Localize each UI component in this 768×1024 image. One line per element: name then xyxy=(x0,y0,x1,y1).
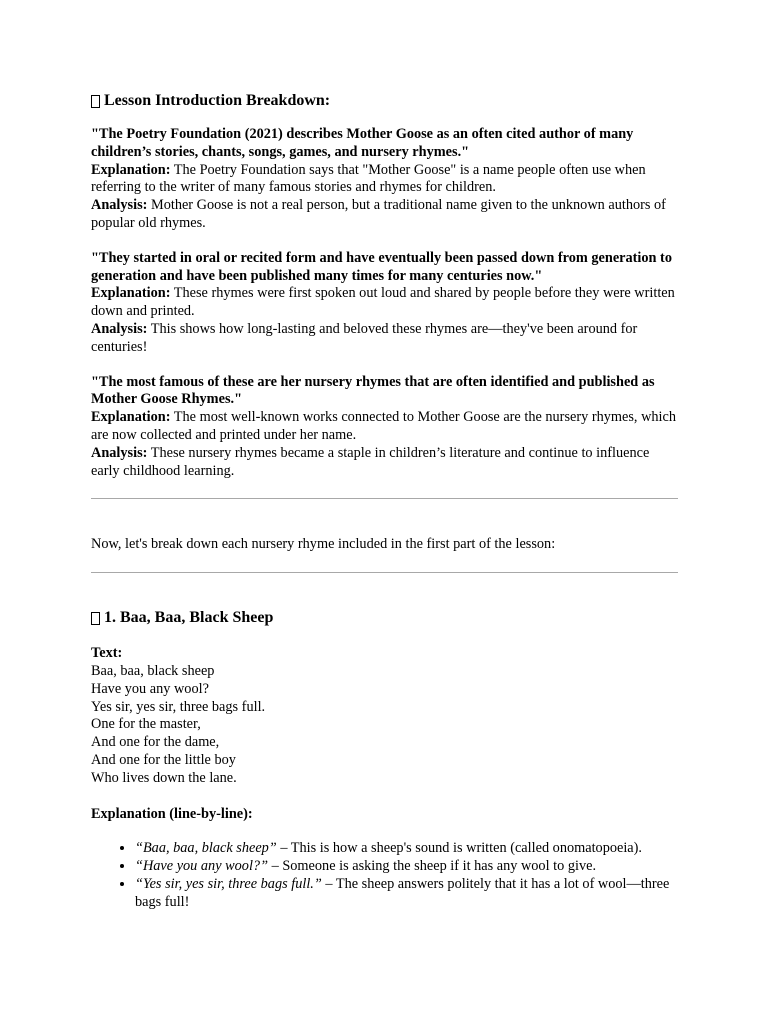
explanation-list xyxy=(91,840,678,911)
explanation-2 xyxy=(91,285,678,321)
explanation-text: The most well-known works connected to Mother Goose are the nursery rhymes, which are now collected and printed under her name. xyxy=(91,409,677,443)
explanation-1 xyxy=(91,162,678,198)
list-item xyxy=(135,858,678,876)
list-item xyxy=(135,876,678,912)
transition-text: Now, let's break down each nursery rhyme included in the first part of the lesson: xyxy=(91,536,556,553)
explanation-text: The Poetry Foundation says that "Mother Goose" is a name people often use when referring to the writer of many famous stories and rhymes for children. xyxy=(91,161,646,196)
bullet-quote: “Yes sir, yes sir, three bags full.” xyxy=(135,875,322,892)
rhyme1-text xyxy=(91,645,678,787)
intro-heading xyxy=(91,90,678,112)
unrendered-glyph-icon xyxy=(91,612,100,625)
poem-line: Baa, baa, black sheep xyxy=(91,662,215,679)
bullet-text: – The sheep answers politely that it has a lot of wool—three bags full! xyxy=(135,875,670,910)
intro-quote-2: "They started in oral or recited form and have eventually been passed down from generation to generation and have been published many times for many centuries now." xyxy=(91,249,672,284)
intro-block-3 xyxy=(91,374,678,481)
explanation-heading: Explanation (line-by-line): xyxy=(91,805,253,822)
bullet-text: – This is how a sheep's sound is written (called onomatopoeia). xyxy=(276,840,642,857)
intro-block-2 xyxy=(91,250,678,357)
explanation-label: Explanation: xyxy=(91,285,171,302)
analysis-text: These nursery rhymes became a staple in children’s literature and continue to influence early childhood learning. xyxy=(91,444,650,479)
divider-1 xyxy=(91,498,678,499)
analysis-label: Analysis: xyxy=(91,444,148,461)
list-item xyxy=(135,840,678,858)
explanation-3 xyxy=(91,409,678,445)
explanation-label: Explanation: xyxy=(91,161,171,178)
rhyme1-heading-text: 1. Baa, Baa, Black Sheep xyxy=(104,609,274,627)
intro-heading-text: Lesson Introduction Breakdown: xyxy=(104,92,331,109)
analysis-2 xyxy=(91,321,678,357)
poem-line: Who lives down the lane. xyxy=(91,769,237,786)
analysis-label: Analysis: xyxy=(91,320,148,337)
analysis-3 xyxy=(91,445,678,481)
poem-line: And one for the little boy xyxy=(91,751,236,768)
poem-line: Have you any wool? xyxy=(91,680,209,697)
poem-line: One for the master, xyxy=(91,716,201,733)
analysis-label: Analysis: xyxy=(91,197,148,214)
explanation-text: These rhymes were first spoken out loud and shared by people before they were written down and printed. xyxy=(91,285,675,320)
bullet-quote: “Have you any wool?” xyxy=(135,858,269,875)
analysis-1 xyxy=(91,197,678,233)
poem-line: Yes sir, yes sir, three bags full. xyxy=(91,698,266,715)
poem-line: And one for the dame, xyxy=(91,734,220,751)
intro-quote-3: "The most famous of these are her nursery rhymes that are often identified and published as Mother Goose Rhymes." xyxy=(91,373,655,408)
bullet-quote: “Baa, baa, black sheep” xyxy=(135,840,277,857)
divider-2 xyxy=(91,572,678,573)
analysis-text: Mother Goose is not a real person, but a traditional name given to the unknown authors of popular old rhymes. xyxy=(91,197,666,231)
analysis-text: This shows how long-lasting and beloved these rhymes are—they've been around for centuries! xyxy=(91,320,638,355)
rhyme1-heading xyxy=(91,607,678,629)
text-label: Text: xyxy=(91,645,123,662)
intro-quote-1: "The Poetry Foundation (2021) describes Mother Goose as an often cited author of many children’s stories, chants, songs, games, and nursery rhymes." xyxy=(91,126,634,160)
intro-block-1 xyxy=(91,126,678,233)
bullet-text: – Someone is asking the sheep if it has any wool to give. xyxy=(268,858,597,875)
unrendered-glyph-icon xyxy=(91,95,100,108)
explanation-label: Explanation: xyxy=(91,409,171,426)
